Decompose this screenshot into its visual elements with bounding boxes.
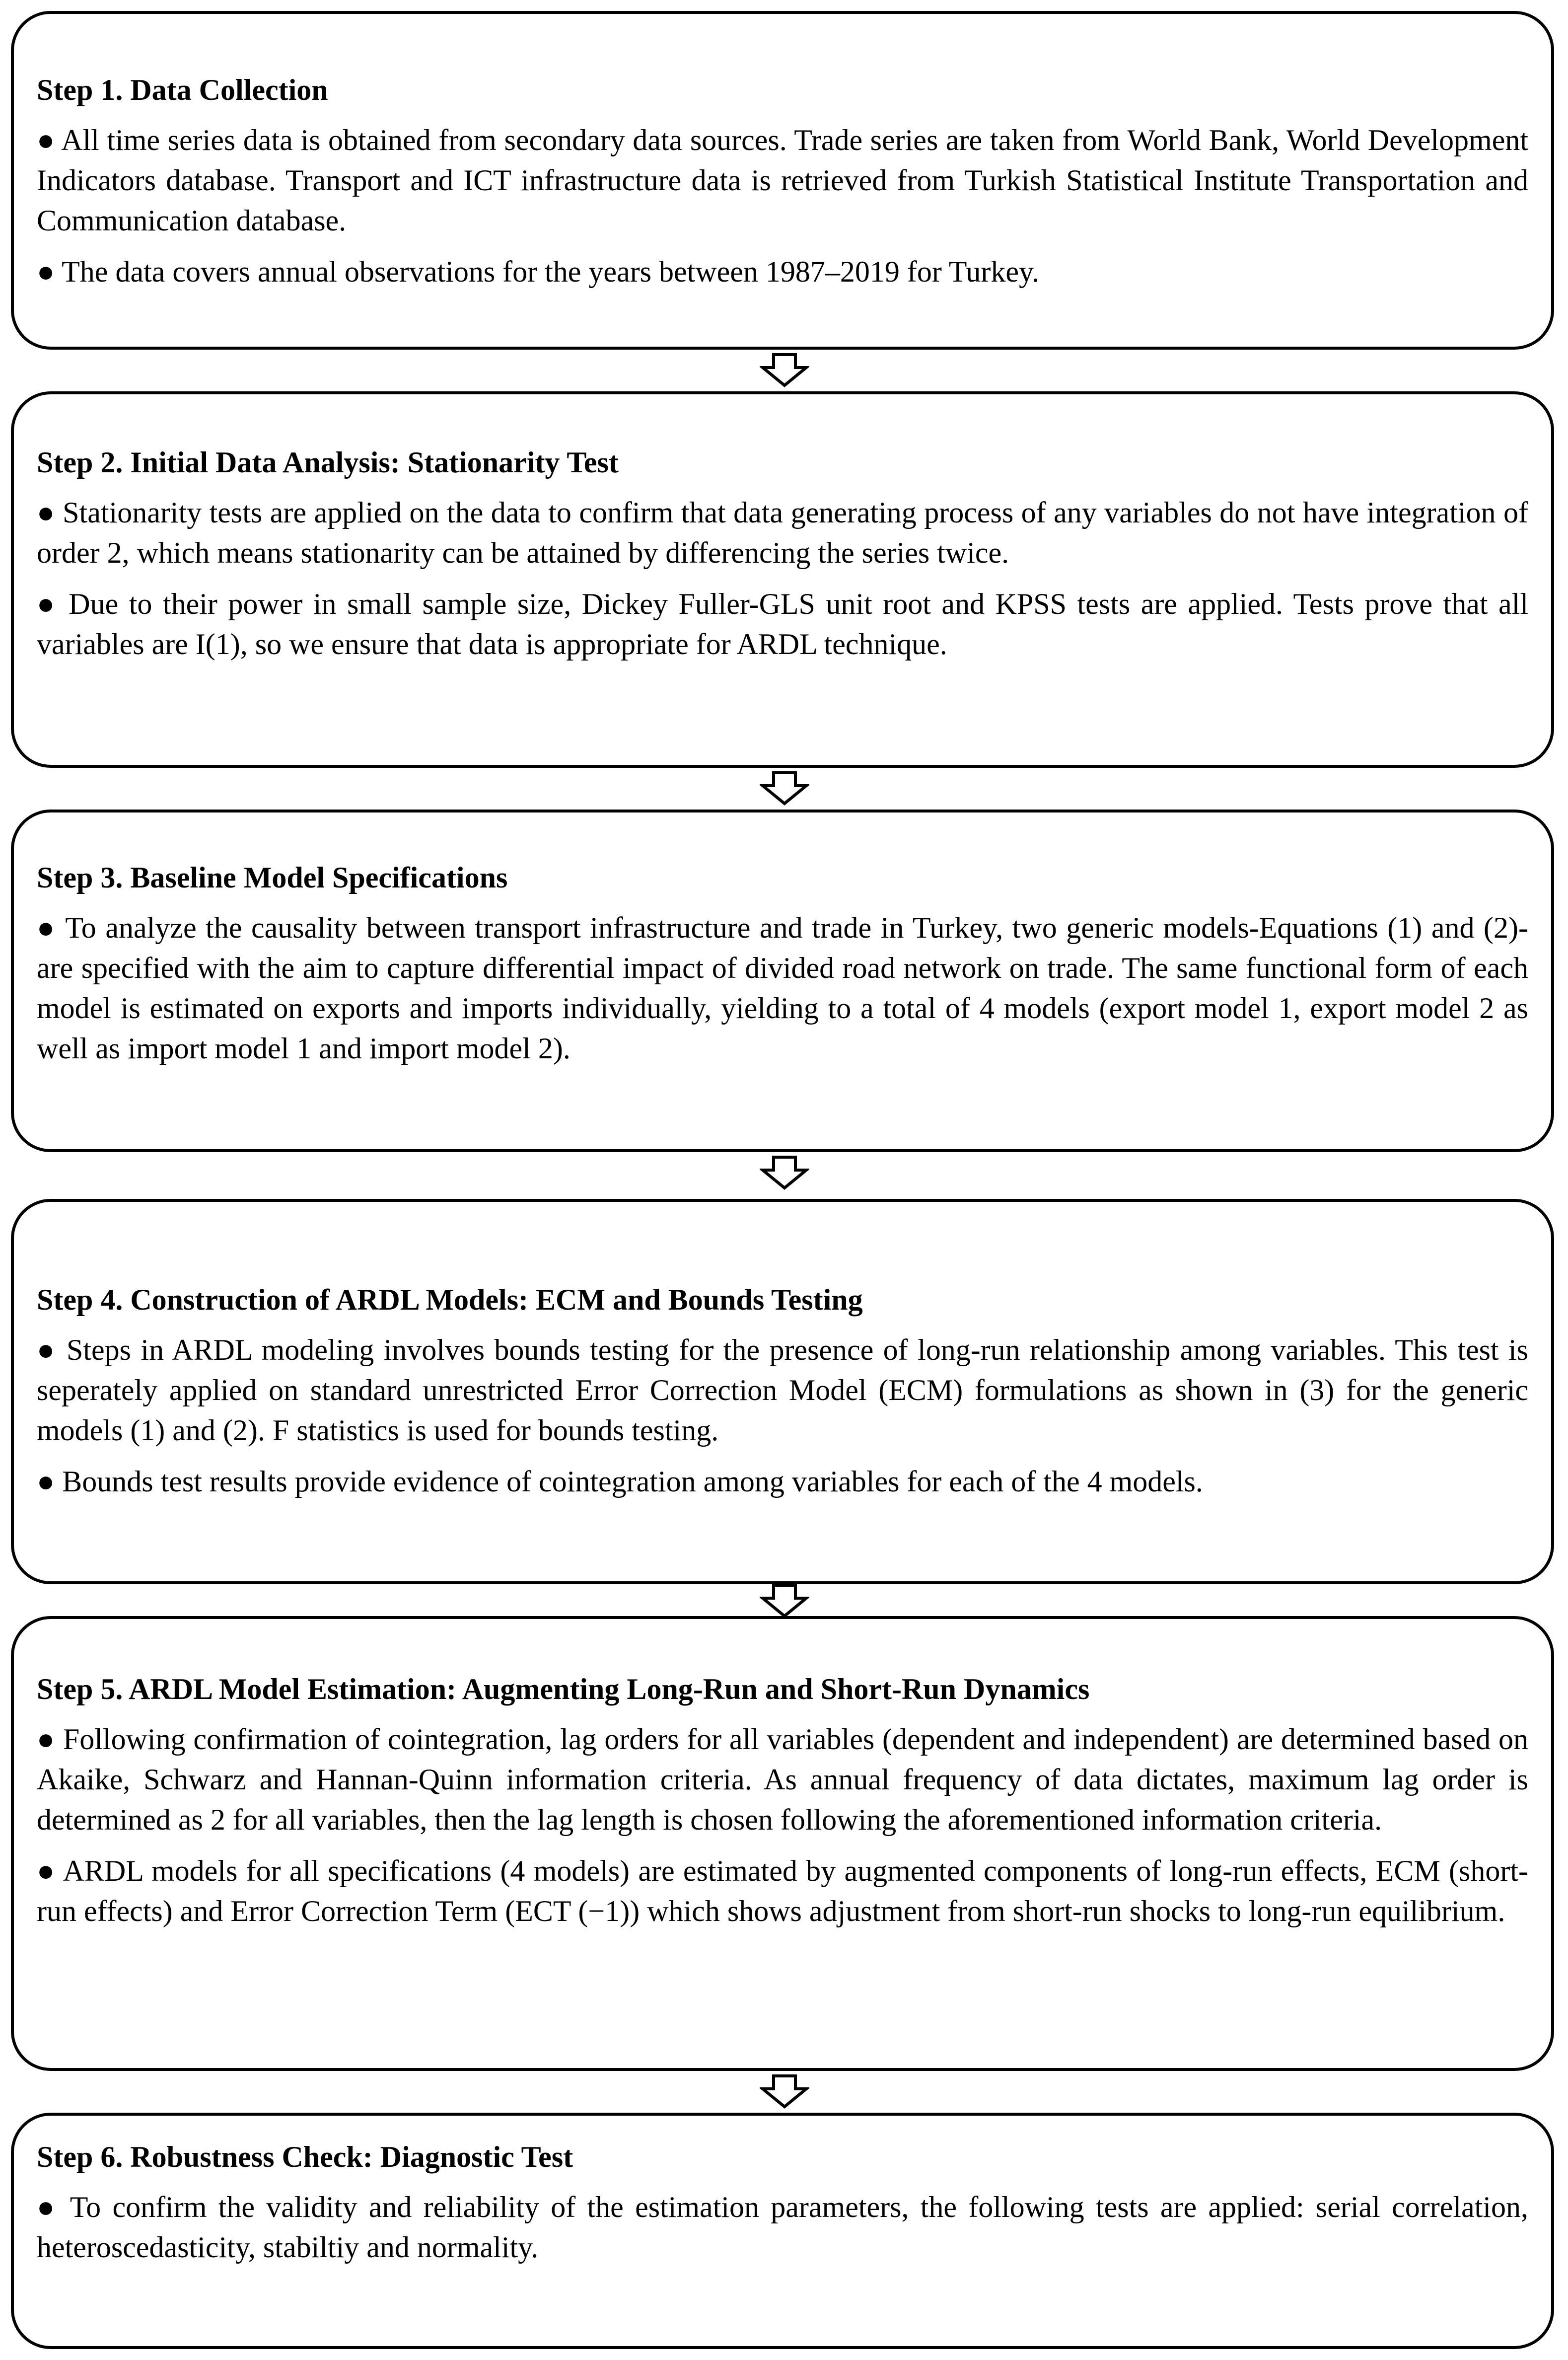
step-3-box [11, 810, 1554, 1152]
step-5-title: Step 5. ARDL Model Estimation: Augmenting Long-Run and Short-Run Dynamics [37, 1673, 1090, 1705]
step-6-bullet-1: ● To confirm the validity and reliability of the estimation parameters, the following tests are applied: serial correlation, heteroscedasticity, stabiltiy and normality. [37, 2191, 1528, 2264]
down-arrow-icon [760, 1583, 809, 1618]
step-6-title: Step 6. Robustness Check: Diagnostic Test [37, 2140, 573, 2173]
step-2-title: Step 2. Initial Data Analysis: Stationarity Test [37, 446, 619, 479]
step-5-bullet-2: ● ARDL models for all specifications (4 models) are estimated by augmented components of long-run effects, ECM (short-run effects) and Error Correction Term (ECT (−1)) which shows adjustment from short-run shocks to long-run equilibrium. [37, 1854, 1528, 1927]
step-2-bullet-2: ● Due to their power in small sample size, Dickey Fuller-GLS unit root and KPSS tests are applied. Tests prove that all variables are I(1), so we ensure that data is appropriate for ARDL technique. [37, 588, 1528, 661]
step-4-bullet-2: ● Bounds test results provide evidence of cointegration among variables for each of the 4 models. [37, 1465, 1203, 1498]
step-1-bullet-2: ● The data covers annual observations for the years between 1987–2019 for Turkey. [37, 255, 1040, 288]
step-1-title: Step 1. Data Collection [37, 74, 328, 106]
step-2-bullet-1: ● Stationarity tests are applied on the data to confirm that data generating process of any variables do not have integration of order 2, which means stationarity can be attained by differencing the series twice. [37, 496, 1528, 569]
step-5-box [11, 1616, 1554, 2071]
step-1-box [11, 11, 1554, 350]
step-2-box [11, 391, 1554, 768]
step-4-bullet-1: ● Steps in ARDL modeling involves bounds testing for the presence of long-run relationship among variables. This test is seperately applied on standard unrestricted Error Correction Model (ECM) formulations as shown in (3) for the generic models (1) and (2). F statistics is used for bounds testing. [37, 1333, 1528, 1447]
step-5-bullet-1: ● Following confirmation of cointegration, lag orders for all variables (dependent and independent) are determined based on Akaike, Schwarz and Hannan-Quinn information criteria. As annual frequency of data dictates, maximum lag order is determined as 2 for all variables, then the lag length is chosen following the aforementioned information criteria. [37, 1723, 1528, 1836]
step-3-title: Step 3. Baseline Model Specifications [37, 861, 508, 894]
step-3-bullet-1: ● To analyze the causality between transport infrastructure and trade in Turkey, two generic models-Equations (1) and (2)- are specified with the aim to capture differential impact of divided road network on trade. The same functional form of each model is estimated on exports and imports individually, yielding to a total of 4 models (export model 1, export model 2 as well as import model 1 and import model 2). [37, 911, 1528, 1065]
step-1-bullet-1: ● All time series data is obtained from secondary data sources. Trade series are taken from World Bank, World Development Indicators database. Transport and ICT infrastructure data is retrieved from Turkish Statistical Institute Transportation and Communication database. [37, 124, 1528, 237]
step-4-title: Step 4. Construction of ARDL Models: ECM and Bounds Testing [37, 1283, 863, 1316]
step-6-box [11, 2113, 1554, 2349]
down-arrow-icon [760, 353, 809, 387]
down-arrow-icon [760, 771, 809, 806]
down-arrow-icon [760, 1155, 809, 1190]
down-arrow-icon [760, 2074, 809, 2109]
step-4-box [11, 1199, 1554, 1584]
